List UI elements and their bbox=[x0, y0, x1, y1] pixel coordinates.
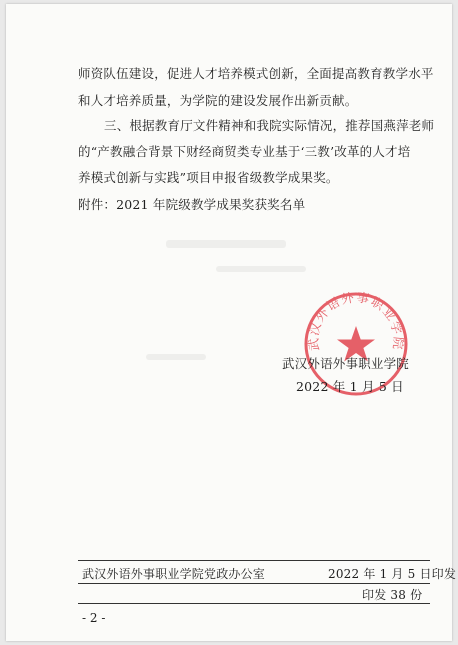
show-through-mark bbox=[216, 266, 306, 272]
document-page bbox=[6, 4, 457, 641]
body-line: 和人才培养质量，为学院的建设发展作出新贡献。 bbox=[78, 93, 358, 108]
signature-date: 2022 年 1 月 5 日 bbox=[296, 379, 404, 394]
body-line: 养模式创新与实践”项目申报省级教学成果奖。 bbox=[78, 170, 339, 185]
body-line: 的“产教融合背景下财经商贸类专业基于‘三教’改革的人才培 bbox=[78, 144, 411, 159]
signature-org: 武汉外语外事职业学院 bbox=[282, 356, 410, 371]
footer-office: 武汉外语外事职业学院党政办公室 bbox=[82, 567, 266, 581]
body-line: 三、根据教育厅文件精神和我院实际情况，推荐国燕萍老师 bbox=[104, 118, 435, 133]
footer-bottom-rule bbox=[78, 603, 430, 604]
svg-text:武汉外语外事职业学院: 武汉外语外事职业学院 bbox=[305, 290, 407, 352]
footer-copies: 印发 38 份 bbox=[362, 588, 423, 602]
attachment-line: 附件：2021 年院级教学成果奖获奖名单 bbox=[78, 197, 306, 212]
show-through-mark bbox=[146, 354, 206, 360]
footer-print-date: 2022 年 1 月 5 日印发 bbox=[328, 567, 457, 581]
show-through-mark bbox=[166, 240, 286, 248]
page-number: - 2 - bbox=[82, 611, 106, 625]
footer-middle-rule bbox=[78, 583, 430, 584]
body-line: 师资队伍建设，促进人才培养模式创新，全面提高教育教学水平 bbox=[78, 66, 434, 81]
footer-top-rule bbox=[78, 560, 430, 561]
